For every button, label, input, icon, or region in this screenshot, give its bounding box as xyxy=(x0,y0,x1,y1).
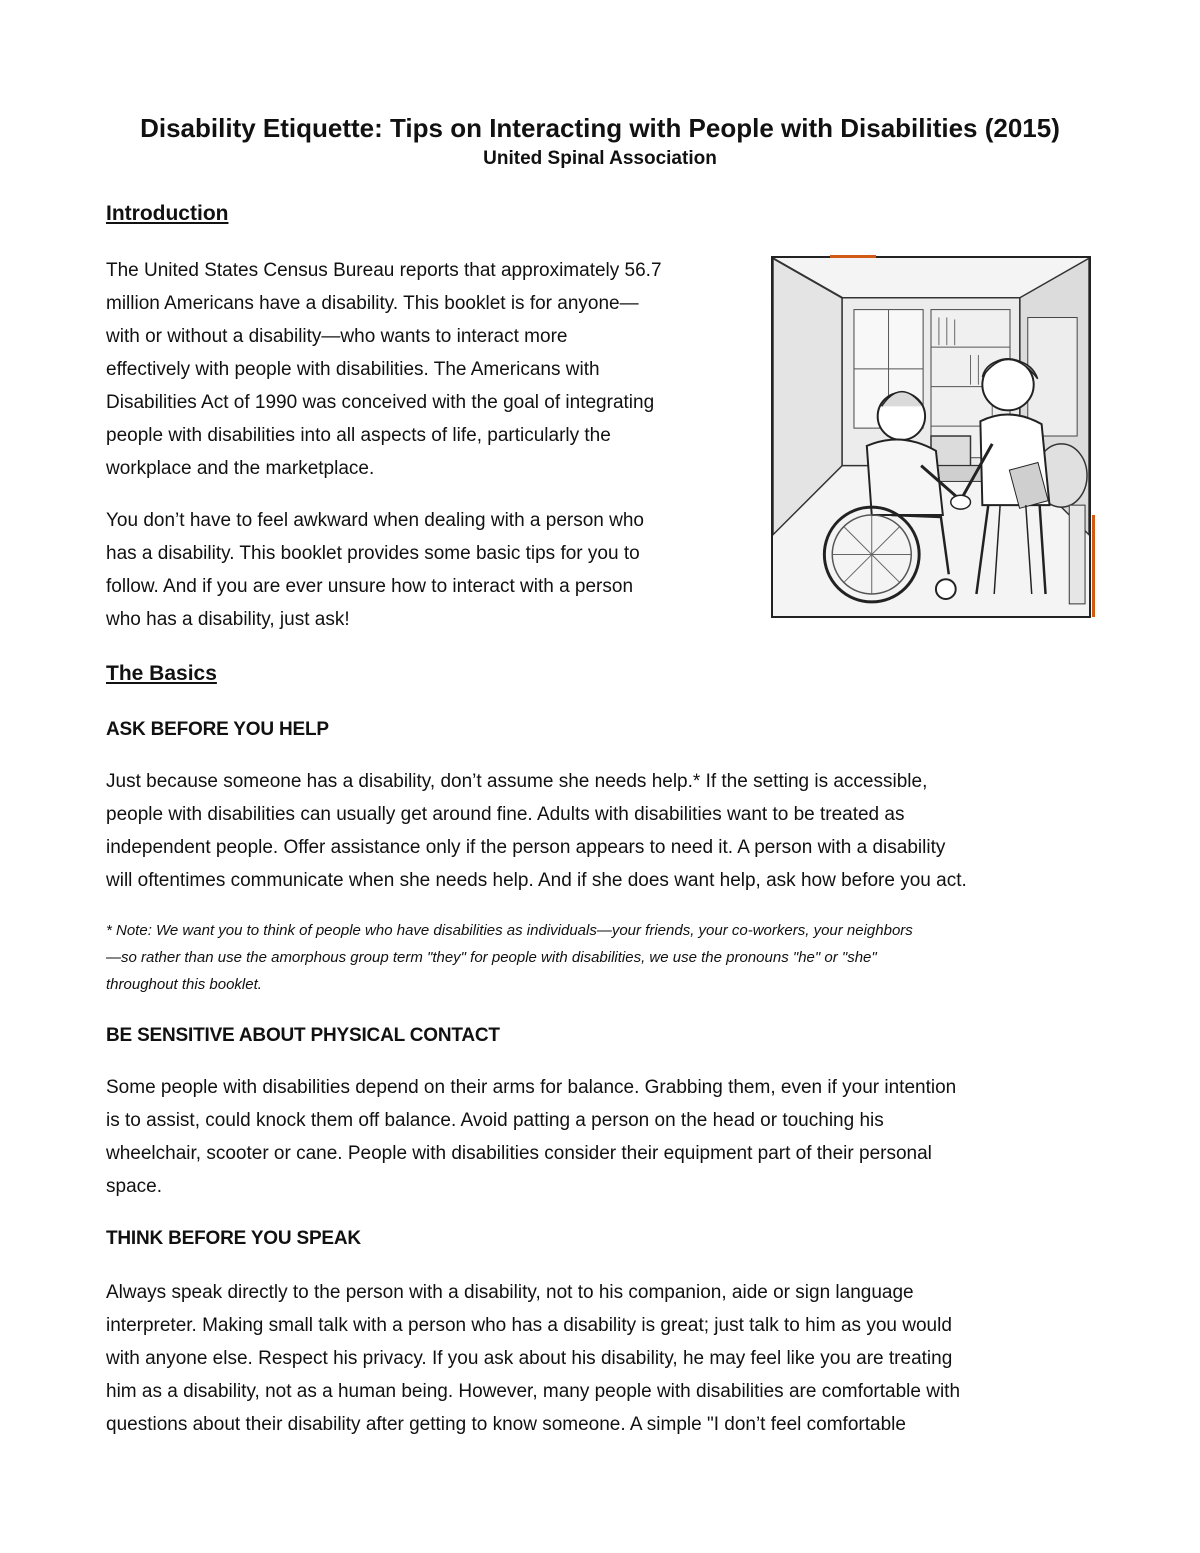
illustration-accent-top xyxy=(830,255,876,258)
text-line: follow. And if you are ever unsure how to interact with a person xyxy=(106,576,634,597)
note-line: throughout this booklet. xyxy=(106,976,262,993)
introduction-heading: Introduction xyxy=(106,202,229,225)
text-line: will oftentimes communicate when she needs help. And if she does want help, ask how before you act. xyxy=(106,870,967,891)
think-before-speak-paragraph xyxy=(106,1276,1096,1441)
text-line: is to assist, could knock them off balance. Avoid patting a person on the head or touching his xyxy=(106,1110,884,1131)
text-line: who has a disability, just ask! xyxy=(106,609,350,630)
ask-before-help-paragraph xyxy=(106,765,1096,897)
wheelchair-handshake-illustration xyxy=(771,256,1091,618)
text-line: wheelchair, scooter or cane. People with disabilities consider their equipment part of their personal xyxy=(106,1143,932,1164)
text-line: You don’t have to feel awkward when dealing with a person who xyxy=(106,510,644,531)
document-title: Disability Etiquette: Tips on Interacting with People with Disabilities (2015) xyxy=(140,113,1060,143)
text-line: Disabilities Act of 1990 was conceived with the goal of integrating xyxy=(106,392,655,413)
text-line: interpreter. Making small talk with a person who has a disability is great; just talk to him as you would xyxy=(106,1315,952,1336)
ask-before-help-heading: ASK BEFORE YOU HELP xyxy=(106,719,329,740)
text-line: workplace and the marketplace. xyxy=(106,458,375,479)
text-line: Some people with disabilities depend on their arms for balance. Grabbing them, even if your intention xyxy=(106,1077,957,1098)
text-line: with anyone else. Respect his privacy. If you ask about his disability, he may feel like you are treating xyxy=(106,1348,953,1369)
document-subtitle: United Spinal Association xyxy=(483,148,717,169)
text-line: people with disabilities into all aspects of life, particularly the xyxy=(106,425,611,446)
physical-contact-heading: BE SENSITIVE ABOUT PHYSICAL CONTACT xyxy=(106,1025,500,1046)
think-before-speak-heading: THINK BEFORE YOU SPEAK xyxy=(106,1228,361,1249)
text-line: effectively with people with disabilities. The Americans with xyxy=(106,359,600,380)
text-line: million Americans have a disability. This booklet is for anyone— xyxy=(106,293,639,314)
text-line: Always speak directly to the person with a disability, not to his companion, aide or sign language xyxy=(106,1282,914,1303)
illustration-accent-right xyxy=(1092,515,1095,617)
text-line: with or without a disability—who wants to interact more xyxy=(106,326,568,347)
intro-paragraph-2 xyxy=(106,504,746,636)
intro-paragraph-1 xyxy=(106,254,746,485)
physical-contact-paragraph xyxy=(106,1071,1096,1203)
pronoun-note xyxy=(106,917,1091,998)
text-line: him as a disability, not as a human being. However, many people with disabilities are comfortable with xyxy=(106,1381,961,1402)
text-line: independent people. Offer assistance only if the person appears to need it. A person with a disability xyxy=(106,837,946,858)
text-line: people with disabilities can usually get around fine. Adults with disabilities want to be treated as xyxy=(106,804,905,825)
text-line: Just because someone has a disability, don’t assume she needs help.* If the setting is accessible, xyxy=(106,771,928,792)
note-line: —so rather than use the amorphous group term "they" for people with disabilities, we use the pronouns "he" or "she" xyxy=(106,949,877,966)
text-line: has a disability. This booklet provides some basic tips for you to xyxy=(106,543,640,564)
note-line: * Note: We want you to think of people who have disabilities as individuals—your friends, your co-workers, your neighbors xyxy=(106,922,913,939)
basics-heading: The Basics xyxy=(106,662,217,685)
text-line: The United States Census Bureau reports that approximately 56.7 xyxy=(106,260,662,281)
text-line: questions about their disability after getting to know someone. A simple "I don’t feel comfortable xyxy=(106,1414,906,1435)
text-line: space. xyxy=(106,1176,162,1197)
